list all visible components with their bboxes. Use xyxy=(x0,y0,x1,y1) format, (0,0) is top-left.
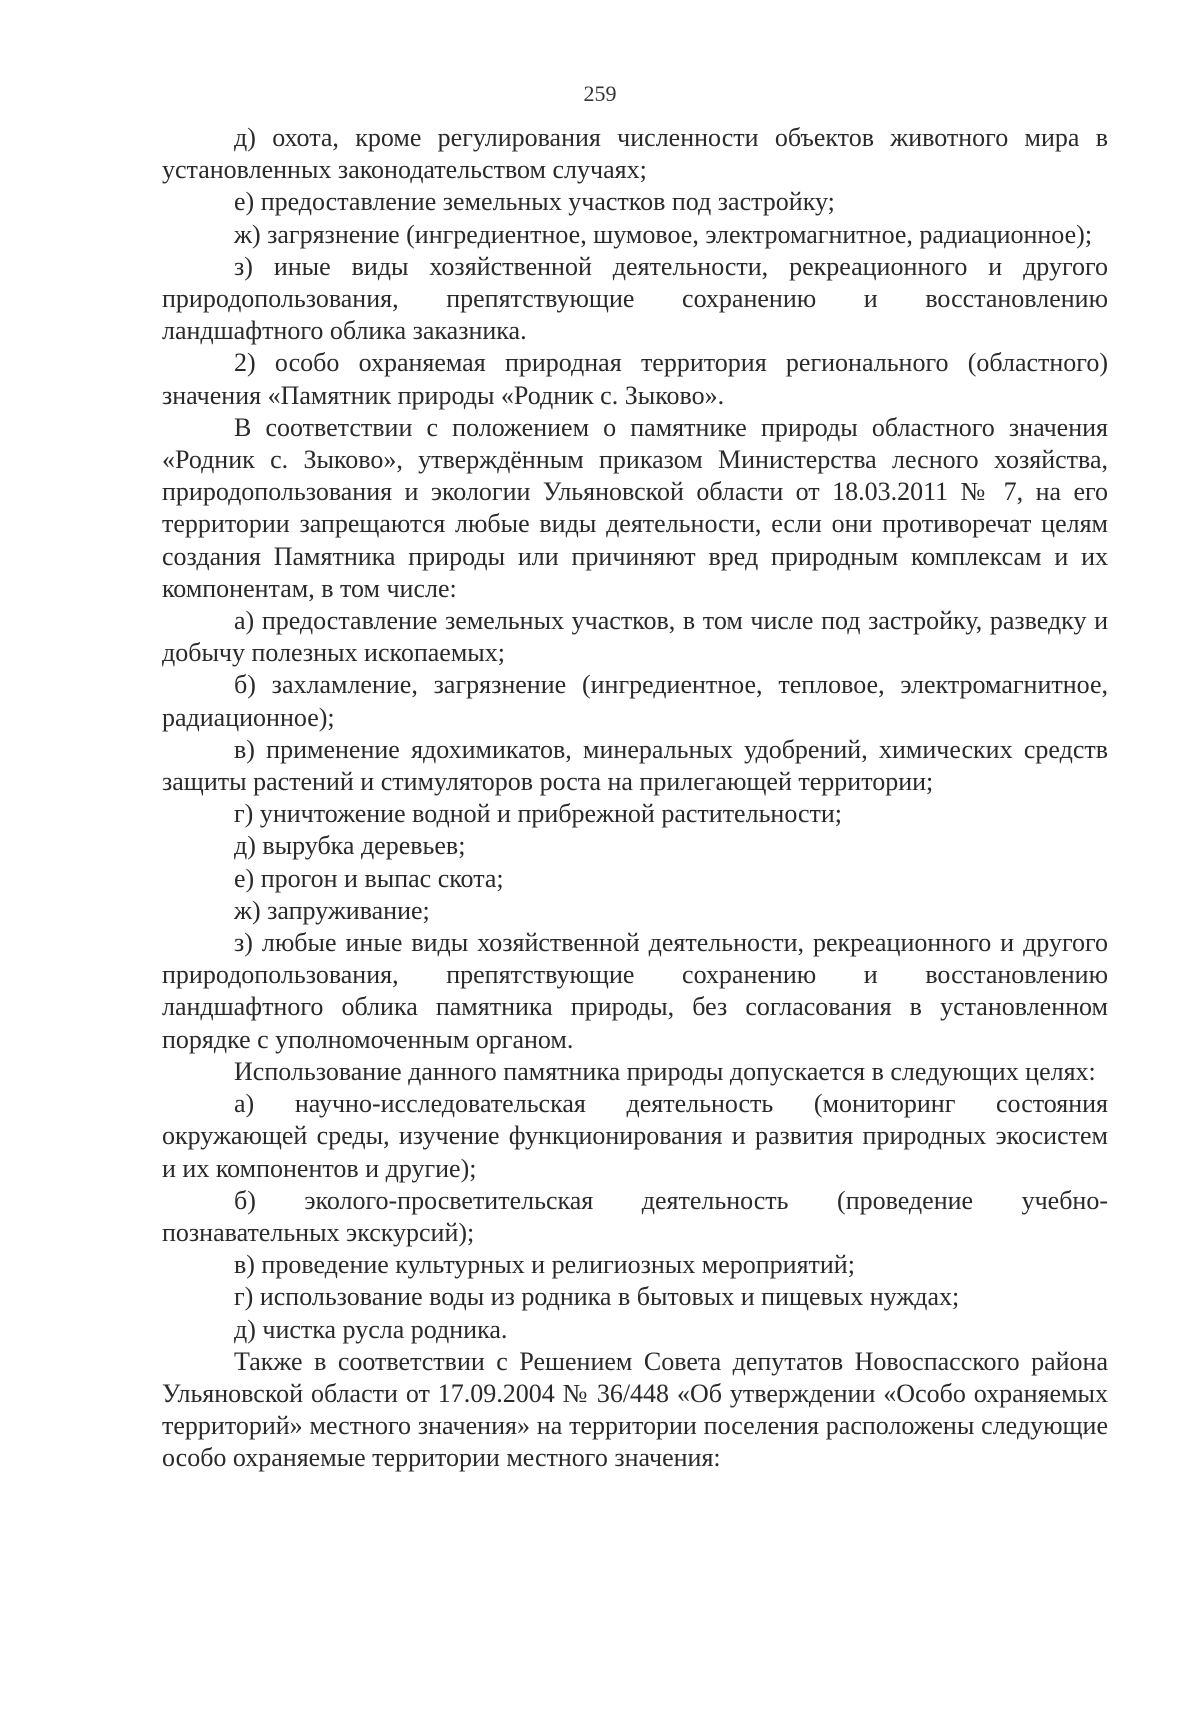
paragraph: г) уничтожение водной и прибрежной растительности; xyxy=(234,799,843,829)
paragraph: а) предоставление земельных участков, в том числе под застройку, разведку и добычу полезных ископаемых; xyxy=(162,606,1108,668)
page-number: 259 xyxy=(583,81,617,106)
paragraph: ж) загрязнение (ингредиентное, шумовое, электромагнитное, радиационное); xyxy=(234,219,1093,249)
paragraph: В соответствии с положением о памятнике природы областного значения «Родник с. Зыково», утверждённым приказом Министерства лесного хозяйства, природопользования и экологии Ульяновской области от 18.03.2011 № 7, на его территории запрещаются любые виды деятельности, если они противоречат целям создания Памятника природы или причиняют вред природным комплексам и их компонентам, в том числе: xyxy=(162,412,1108,603)
paragraph: е) прогон и выпас скота; xyxy=(234,863,504,893)
paragraph: Использование данного памятника природы допускается в следующих целях: xyxy=(234,1056,1096,1086)
paragraph: в) применение ядохимикатов, минеральных удобрений, химических средств защиты растений и стимуляторов роста на прилегающей территории; xyxy=(162,734,1108,797)
paragraph: б) эколого-просветительская деятельность (проведение учебно-познавательных экскурсий); xyxy=(162,1185,1108,1247)
paragraph: д) чистка русла родника. xyxy=(234,1314,508,1344)
paragraph: з) любые иные виды хозяйственной деятельности, рекреационного и другого природопользования, препятствующие сохранению и восстановлению ландшафтного облика памятника природы, без согласования в установленном порядке с уполномоченным органом. xyxy=(162,928,1108,1054)
paragraph: а) научно-исследовательская деятельность (мониторинг состояния окружающей среды, изучение функционирования и развития природных экосистем и их компонентов и другие); xyxy=(162,1089,1108,1183)
paragraph: з) иные виды хозяйственной деятельности, рекреационного и другого природопользования, препятствующие сохранению и восстановлению ландшафтного облика заказника. xyxy=(162,251,1108,346)
paragraph: д) охота, кроме регулирования численности объектов животного мира в установленных законодательством случаях; xyxy=(162,123,1108,185)
paragraph: е) предоставление земельных участков под застройку; xyxy=(234,187,835,217)
document-body xyxy=(162,122,1108,1475)
paragraph: Также в соответствии с Решением Совета депутатов Новоспасского района Ульяновской области от 17.09.2004 № 36/448 «Об утверждении «Особо охраняемых территорий» местного значения» на территории поселения расположены следующие особо охраняемые территории местного значения: xyxy=(162,1346,1108,1473)
paragraph: г) использование воды из родника в бытовых и пищевых нуждах; xyxy=(234,1282,960,1312)
paragraph: 2) особо охраняемая природная территория регионального (областного) значения «Памятник природы «Родник с. Зыково». xyxy=(162,348,1108,410)
paragraph: ж) запруживание; xyxy=(234,895,430,925)
paragraph: д) вырубка деревьев; xyxy=(234,831,466,861)
paragraph: в) проведение культурных и религиозных мероприятий; xyxy=(234,1250,855,1280)
paragraph: б) захламление, загрязнение (ингредиентное, тепловое, электромагнитное, радиационное); xyxy=(162,670,1108,732)
